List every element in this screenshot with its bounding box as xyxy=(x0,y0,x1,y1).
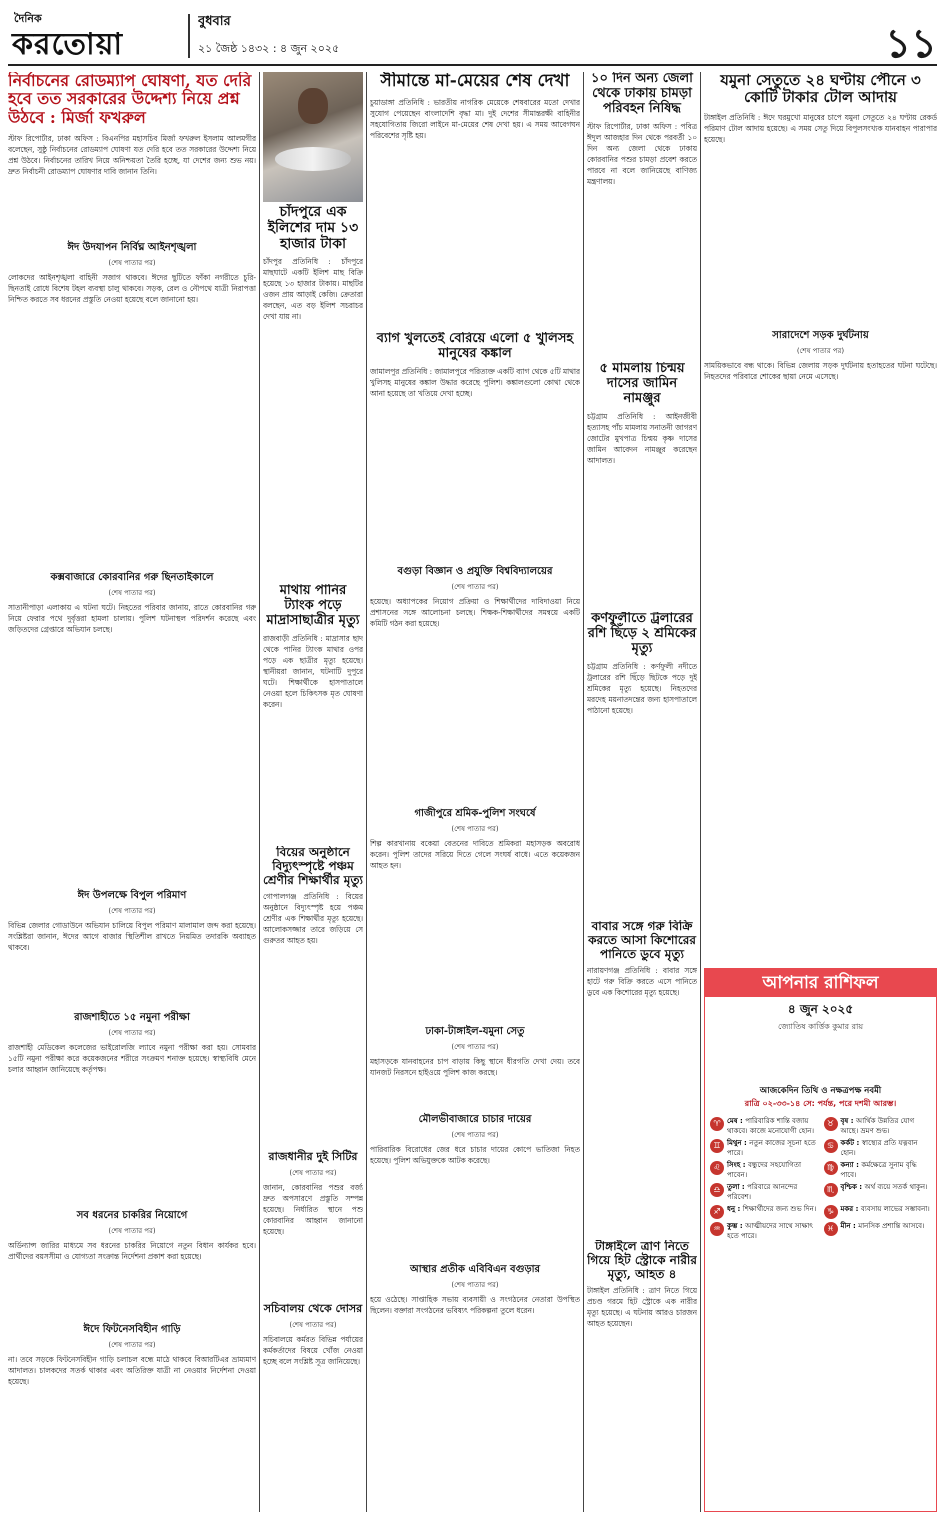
cont-rajdhani: (শেষ পাতার পর) xyxy=(289,1169,337,1177)
rashifal-sign xyxy=(710,1222,818,1241)
cont-bogura: (শেষ পাতার পর) xyxy=(451,583,499,591)
article-simante xyxy=(370,72,580,312)
body-karnaphuli: চট্টগ্রাম প্রতিনিধি : কর্ণফুলী নদীতে ট্রলারের রশি ছিঁড়ে ছিটকে পড়ে দুই শ্রমিকের মৃত্যু হয়েছে। নিহতদের মরদেহ ময়নাতদন্তের জন্য হাসপাতালে পাঠানো হয়েছে। xyxy=(587,661,697,715)
rashifal-today: আজকেদিন তিথি ও নক্ষত্রপক্ষ নবমী xyxy=(759,1086,882,1096)
rashifal-sign xyxy=(824,1222,932,1241)
rashifal-sign-name: বৃষ : xyxy=(840,1117,856,1125)
zodiac-icon: ♒ xyxy=(710,1222,724,1236)
masthead xyxy=(8,8,937,64)
article-kishore xyxy=(587,920,697,1220)
headline-simante: সীমান্তে মা-মেয়ের শেষ দেখা xyxy=(380,72,570,91)
body-jamuna: টাঙ্গাইল প্রতিনিধি : ঈদে ঘরমুখো মানুষের চাপে যমুনা সেতুতে ২৪ ঘণ্টায় রেকর্ড পরিমাণ টোল আদায় হয়েছে। এ সময় সেতু দিয়ে বিপুলসংখ্যক যানবাহন পারাপার হয়েছে। xyxy=(704,112,937,144)
body-abb: হয়ে ওঠেছে। সাপ্তাহিক সভায় ব্যবসায়ী ও সংগঠনের নেতারা উপস্থিত ছিলেন। বক্তারা সংগঠনের ভবিষ্যৎ পরিকল্পনা তুলে ধরেন। xyxy=(370,1295,580,1315)
hilsa-photo xyxy=(263,72,363,202)
article-sachivalay xyxy=(263,1300,363,1512)
issue-date: ২১ জৈষ্ঠ ১৪৩২ : ৪ জুন ২০২৫ xyxy=(198,42,340,55)
cont-eid-parimaan: (শেষ পাতার পর) xyxy=(108,907,156,915)
article-karnaphuli xyxy=(587,612,697,902)
rashifal-sign xyxy=(710,1117,818,1136)
headline-mirza: নির্বাচনের রোডম্যাপ ঘোষণা, যত দেরি হবে তত সরকারের উদ্দেশ্য নিয়ে প্রশ্ন উঠবে : মির্জা ফখরুল xyxy=(8,72,252,127)
zodiac-icon: ♐ xyxy=(710,1205,724,1219)
rashifal-sign xyxy=(824,1183,932,1202)
zodiac-icon: ♎ xyxy=(710,1183,724,1197)
zodiac-icon: ♉ xyxy=(824,1117,838,1131)
rashifal-sign xyxy=(824,1139,932,1158)
rashifal-date: ৪ জুন ২০২৫ xyxy=(787,1002,854,1016)
rashifal-sign-text: মীন : মানসিক প্রশান্তি আসবে। xyxy=(840,1222,925,1230)
article-eid-law xyxy=(8,240,256,570)
headline-qurbani: কক্সবাজারে কোরবানির গরু ছিনতাইকালে xyxy=(50,572,214,583)
article-bogura xyxy=(370,564,580,804)
rashifal-box xyxy=(704,968,937,1512)
article-hilsa xyxy=(263,204,363,584)
body-hilsa: চাঁদপুর প্রতিনিধি : চাঁদপুরে মাছঘাটে একটি ইলিশ মাছ বিক্রি হয়েছে ১৩ হাজার টাকায়। মাছটির ওজন প্রায় আড়াই কেজি। ক্রেতারা বলছেন, এত বড় ইলিশ সচরাচর দেখা যায় না। xyxy=(263,257,363,322)
logo-top-text: দৈনিক xyxy=(14,12,42,25)
zodiac-icon: ♌ xyxy=(710,1161,724,1175)
rashifal-sign xyxy=(710,1205,818,1219)
body-biye: গোপালগঞ্জ প্রতিনিধি : বিয়ের অনুষ্ঠানে বিদ্যুৎস্পৃষ্ট হয়ে পঞ্চম শ্রেণীর এক শিক্ষার্থীর মৃত্যু হয়েছে। আলোকসজ্জার তারে জড়িয়ে সে গুরুতর আহত হয়। xyxy=(263,892,363,946)
headline-gazipur: গাজীপুরে শ্রমিক-পুলিশ সংঘর্ষে xyxy=(414,808,536,819)
column-rule-1 xyxy=(259,72,260,1512)
headline-hilsa: চাঁদপুরে এক ইলিশের দাম ১৩ হাজার টাকা xyxy=(267,204,359,253)
body-rajshahi: রাজশাহী মেডিকেল কলেজের ভাইরোলজি ল্যাবে নমুনা পরীক্ষা করা হয়। সোমবার ১৫টি নমুনা পরীক্ষা করে কয়েকজনের শরীরে সংক্রমণ শনাক্ত হয়েছে। স্বাস্থ্যবিধি মেনে চলার আহ্বান জানিয়েছে কর্তৃপক্ষ। xyxy=(8,1043,256,1074)
column-rule-4 xyxy=(700,72,701,1512)
issue-day: বুধবার xyxy=(198,14,231,29)
body-sachivalay: সচিবালয়ে কর্মরত বিভিন্ন পর্যায়ের কর্মকর্তাদের বিষয়ে খোঁজ নেওয়া হচ্ছে বলে সংশ্লিষ্ট সূত্র জানিয়েছে। xyxy=(263,1335,363,1366)
headline-chamra: ১০ দিন অন্য জেলা থেকে ঢাকায় চামড়া পরিবহন নিষিদ্ধ xyxy=(591,72,693,116)
body-qurbani: সাতানীপাড়া এলাকায় এ ঘটনা ঘটে। নিহতের পরিবার জানায়, রাতে কোরবানির গরু নিয়ে ফেরার পথে দুর্বৃত্তরা হামলা চালায়। পুলিশ ঘটনাস্থল পরিদর্শন করেছে এবং জড়িতদের গ্রেপ্তারে অভিযান চলছে। xyxy=(8,603,256,634)
rashifal-sign-text: কর্কট : স্বাস্থ্যের প্রতি যত্নবান হোন। xyxy=(840,1139,918,1157)
body-eid-law: লোকদের আইনশৃঙ্খলা বাহিনী সজাগ থাকবে। ঈদের ছুটিতে ফাঁকা নগরীতে চুরি-ছিনতাই রোধে বিশেষ টহল ব্যবস্থা চালু থাকবে। সড়ক, রেল ও নৌপথে যাত্রী নিরাপত্তা নিশ্চিত করতে সব ধরনের প্রস্তুতি নেওয়া হয়েছে বলে জানানো হয়। xyxy=(8,273,256,304)
rashifal-sign-name: বৃশ্চিক : xyxy=(840,1183,865,1191)
zodiac-icon: ♋ xyxy=(824,1139,838,1153)
article-chamra xyxy=(587,72,697,362)
article-dhaka-tangail xyxy=(370,1024,580,1108)
cont-eid-law: (শেষ পাতার পর) xyxy=(108,259,156,267)
logo xyxy=(8,8,183,64)
headline-abb: আস্থার প্রতীক এবিবিএন বগুড়ার xyxy=(410,1264,540,1275)
zodiac-icon: ♓ xyxy=(824,1222,838,1236)
headline-chakri: সব ধরনের চাকরির নিয়োগে xyxy=(76,1210,188,1221)
rashifal-sign-text: বৃষ : আর্থিক উন্নতির যোগ আছে। ভ্রমণ শুভ। xyxy=(840,1117,915,1135)
article-chakri xyxy=(8,1208,256,1318)
article-tangail-tran xyxy=(587,1240,697,1512)
rashifal-sign-name: তুলা : xyxy=(727,1183,748,1191)
rashifal-title: আপনার রাশিফল xyxy=(705,969,936,997)
article-accident xyxy=(704,328,937,938)
column-rule-3 xyxy=(583,72,584,1512)
rashifal-sign xyxy=(710,1183,818,1202)
article-madrasa xyxy=(263,584,363,844)
column-rule-2 xyxy=(366,72,367,1512)
cont-sachivalay: (শেষ পাতার পর) xyxy=(289,1321,337,1329)
article-abb xyxy=(370,1262,580,1512)
article-fitness xyxy=(8,1322,256,1512)
zodiac-icon: ♈ xyxy=(710,1117,724,1131)
body-gazipur: শিল্প কারখানায় বকেয়া বেতনের দাবিতে শ্রমিকরা মহাসড়ক অবরোধ করেন। পুলিশ তাদের সরিয়ে দিতে গেলে সংঘর্ষ বাধে। এতে কয়েকজন আহত হন। xyxy=(370,839,580,870)
headline-accident: সারাদেশে সড়ক দুর্ঘটনায় xyxy=(772,330,869,341)
rashifal-sign-text: মিথুন : নতুন কাজের সূচনা হতে পারে। xyxy=(727,1139,816,1157)
headline-rajshahi: রাজশাহীতে ১৫ নমুনা পরীক্ষা xyxy=(74,1012,190,1023)
body-mirza: স্টাফ রিপোর্টার, ঢাকা অফিস : বিএনপির মহাসচিব মির্জা ফখরুল ইসলাম আলমগীর বলেছেন, সুষ্ঠু নির্বাচনের রোডম্যাপ ঘোষণা যত দেরি হবে তত সরকারের উদ্দেশ্য নিয়ে প্রশ্ন উঠবে। নির্বাচনের তারিখ নিয়ে অনিশ্চয়তা তৈরি হচ্ছে, যা দেশের জন্য শুভ নয়। দ্রুত নির্বাচনী রোডম্যাপ ঘোষণার দাবি জানান তিনি। xyxy=(8,134,256,177)
rashifal-sign-name: মেষ : xyxy=(727,1117,746,1125)
page-number: ১১ xyxy=(885,20,937,62)
headline-eid-parimaan: ঈদ উপলক্ষে বিপুল পরিমাণ xyxy=(77,890,187,901)
rashifal-time: রাত্রি ০২-৩৩-১৪ সে: পর্যন্ত, পরে দশমী আরম্ভ। xyxy=(744,1099,897,1108)
cont-chakri: (শেষ পাতার পর) xyxy=(108,1227,156,1235)
rashifal-sign-list xyxy=(705,1111,936,1244)
rashifal-sign-name: মীন : xyxy=(840,1222,859,1230)
body-fitness: না। তবে সড়কে ফিটনেসবিহীন গাড়ি চলাচল বন্ধে মাঠে থাকবে বিআরটিএর ভ্রাম্যমাণ আদালত। চালকদের সতর্ক থাকার এবং অতিরিক্ত যাত্রী না নেওয়ার নির্দেশনা দেওয়া হয়েছে। xyxy=(8,1355,256,1386)
body-tangail-tran: টাঙ্গাইল প্রতিনিধি : ত্রাণ নিতে গিয়ে প্রচণ্ড গরমে হিট স্ট্রোকে এক নারীর মৃত্যু হয়েছে। এ ঘটনায় আরও চারজন আহত হয়েছেন। xyxy=(587,1286,697,1329)
rashifal-sign-name: কর্কট : xyxy=(840,1139,862,1147)
rashifal-sign xyxy=(824,1161,932,1180)
zodiac-icon: ♏ xyxy=(824,1183,838,1197)
cont-accident: (শেষ পাতার পর) xyxy=(796,347,845,355)
body-simante: চুয়াডাঙ্গা প্রতিনিধি : ভারতীয় নাগরিক মেয়েকে শেষবারের মতো দেখার সুযোগ পেয়েছেন বাংলাদেশি বৃদ্ধা মা। দুই দেশের সীমান্তরক্ষী বাহিনীর সহযোগিতায় জিরো লাইনে মা-মেয়ের শেষ দেখা হয়। এ সময় আবেগঘন পরিবেশের সৃষ্টি হয়। xyxy=(370,97,580,140)
logo-main-text: করতোয়া xyxy=(12,27,124,62)
cont-qurbani: (শেষ পাতার পর) xyxy=(108,589,156,597)
rashifal-sign xyxy=(710,1161,818,1180)
article-gazipur xyxy=(370,806,580,1022)
rashifal-sign xyxy=(710,1139,818,1158)
body-moulvibazar: পারিবারিক বিরোধের জের ধরে চাচার দায়ের কোপে ভাতিজা নিহত হয়েছে। পুলিশ অভিযুক্তকে আটক করেছে। xyxy=(370,1145,580,1165)
rashifal-sign-text: তুলা : পরিবারে আনন্দের পরিবেশ। xyxy=(727,1183,798,1201)
headline-eid-law: ঈদ উদযাপন নির্বিঘ্ন আইনশৃঙ্খলা xyxy=(67,242,197,253)
rashifal-sign-text: কন্যা : কর্মক্ষেত্রে সুনাম বৃদ্ধি পাবে। xyxy=(840,1161,917,1179)
article-rajshahi xyxy=(8,1010,256,1170)
zodiac-icon: ♍ xyxy=(824,1161,838,1175)
cont-abb: (শেষ পাতার পর) xyxy=(451,1281,499,1289)
headline-dhaka-tangail: ঢাকা-টাঙ্গাইল-যমুনা সেতু xyxy=(425,1026,525,1037)
masthead-rule xyxy=(8,64,937,66)
body-dhaka-tangail: মহাসড়কে যানবাহনের চাপ বাড়ায় কিছু স্থানে ধীরগতি দেখা দেয়। তবে যানজট নিরসনে হাইওয়ে পুলিশ কাজ করছে। xyxy=(370,1057,580,1077)
headline-sachivalay: সচিবালয় থেকে দোসর xyxy=(263,1302,363,1315)
rashifal-sign-text: মেষ : পারিবারিক শান্তি বজায় থাকবে। কাজে মনোযোগী হোন। xyxy=(727,1117,814,1135)
rashifal-sign-text: কুম্ভ : আত্মীয়দের সাথে সাক্ষাৎ হতে পারে। xyxy=(727,1222,814,1240)
rashifal-sign-text: মকর : ব্যবসায় লাভের সম্ভাবনা। xyxy=(840,1205,930,1213)
article-biye xyxy=(263,846,363,1106)
body-bogura: হয়েছে। অধ্যাপকের নিয়োগ প্রক্রিয়া ও শিক্ষার্থীদের দাবিদাওয়া নিয়ে প্রশাসনের সঙ্গে আলোচনা চলছে। শিক্ষক-শিক্ষার্থীদের সমন্বয়ে একটি কমিটি গঠন করা হয়েছে। xyxy=(370,597,580,628)
headline-chinmoy: ৫ মামলায় চিন্ময় দাসের জামিন নামঞ্জুর xyxy=(599,362,685,406)
body-eid-parimaan: বিভিন্ন জেলার গোডাউনে অভিযান চালিয়ে বিপুল পরিমাণ মালামাল জব্দ করা হয়েছে। সংশ্লিষ্টরা জানান, ঈদের আগে বাজার স্থিতিশীল রাখতে নিয়মিত তদারকি অব্যাহত থাকবে। xyxy=(8,921,256,952)
article-bag xyxy=(370,332,580,562)
headline-biye: বিয়ের অনুষ্ঠানে বিদ্যুৎস্পৃষ্টে পঞ্চম শ্রেণীর শিক্ষার্থীর মৃত্যু xyxy=(263,846,363,887)
body-rajdhani: জানান, কোরবানির পশুর বর্জ্য দ্রুত অপসারণে প্রস্তুতি সম্পন্ন হয়েছে। নির্ধারিত স্থানে পশু কোরবানির আহ্বান জানানো হয়েছে। xyxy=(263,1183,363,1236)
article-qurbani xyxy=(8,570,256,760)
article-chinmoy xyxy=(587,362,697,612)
cont-moulvibazar: (শেষ পাতার পর) xyxy=(451,1131,499,1139)
headline-rajdhani: রাজধানীর দুই সিটির xyxy=(268,1150,358,1163)
body-bag: জামালপুর প্রতিনিধি : জামালপুরে পরিত্যক্ত একটি ব্যাগ থেকে ৫টি মাথার খুলিসহ মানুষের কঙ্কাল উদ্ধার করেছে পুলিশ। কঙ্কালগুলো কোথা থেকে আনা হয়েছে তা খতিয়ে দেখা হচ্ছে। xyxy=(370,366,580,398)
article-jamuna xyxy=(704,72,937,342)
body-accident: সাময়িকভাবে বন্ধ থাকে। বিভিন্ন জেলায় সড়ক দুর্ঘটনায় হতাহতের ঘটনা ঘটেছে। নিহতদের পরিবারে শোকের ছায়া নেমে এসেছে। xyxy=(704,361,937,381)
zodiac-icon: ♑ xyxy=(824,1205,838,1219)
rashifal-sign-name: কন্যা : xyxy=(840,1161,862,1169)
cont-fitness: (শেষ পাতার পর) xyxy=(108,1341,156,1349)
body-chinmoy: চট্টগ্রাম প্রতিনিধি : আইনজীবী হত্যাসহ পাঁচ মামলায় সনাতনী জাগরণ জোটের মুখপাত্র চিন্ময় কৃষ্ণ দাসের জামিন আবেদন নামঞ্জুর করেছেন আদালত। xyxy=(587,411,697,465)
body-chamra: স্টাফ রিপোর্টার, ঢাকা অফিস : পবিত্র ঈদুল আজহার দিন থেকে পরবর্তী ১০ দিন অন্য জেলা থেকে ঢাকায় কোরবানির পশুর চামড়া প্রবেশ করতে পারবে না বলে জানিয়েছে বাণিজ্য মন্ত্রণালয়। xyxy=(587,121,697,186)
headline-kishore: বাবার সঙ্গে গরু বিক্রি করতে আসা কিশোরের পানিতে ডুবে মৃত্যু xyxy=(588,920,696,961)
article-moulvibazar xyxy=(370,1112,580,1232)
headline-jamuna: যমুনা সেতুতে ২৪ ঘণ্টায় পৌনে ৩ কোটি টাকার টোল আদায় xyxy=(720,72,921,107)
rashifal-sign-name: মকর : xyxy=(840,1205,861,1213)
headline-madrasa: মাথায় পানির ট্যাংক পড়ে মাদ্রাসাছাত্রীর মৃত্যু xyxy=(266,584,360,628)
article-rajdhani xyxy=(263,1148,363,1298)
headline-tangail-tran: টাঙ্গাইলে ত্রাণ নিতে গিয়ে হিট স্ট্রোকে নারীর মৃত্যু, আহত ৪ xyxy=(587,1240,697,1281)
zodiac-icon: ♊ xyxy=(710,1139,724,1153)
rashifal-sign-name: সিংহ : xyxy=(727,1161,748,1169)
rashifal-sign-name: মিথুন : xyxy=(727,1139,750,1147)
rashifal-sign-name: কুম্ভ : xyxy=(727,1222,746,1230)
rashifal-sign-text: বৃশ্চিক : অর্থ ব্যয়ে সতর্ক থাকুন। xyxy=(840,1183,928,1191)
cont-gazipur: (শেষ পাতার পর) xyxy=(451,825,499,833)
headline-fitness: ঈদে ফিটনেসবিহীন গাড়ি xyxy=(83,1324,181,1335)
article-eid-parimaan xyxy=(8,888,256,988)
headline-moulvibazar: মৌলভীবাজারে চাচার দায়ের xyxy=(418,1114,532,1125)
headline-karnaphuli: কর্ণফুলীতে ট্রলারের রশি ছিঁড়ে ২ শ্রমিকের মৃত্যু xyxy=(587,612,697,656)
rashifal-sign xyxy=(824,1205,932,1219)
rashifal-sign xyxy=(824,1117,932,1136)
body-chakri: অর্ডিন্যান্স জারির মাধ্যমে সব ধরনের চাকরির নিয়োগে নতুন বিধান কার্যকর হবে। প্রার্থীদের বয়সসীমা ও যোগ্যতা সংক্রান্ত নির্দেশনা প্রকাশ করা হয়েছে। xyxy=(8,1241,256,1261)
masthead-divider xyxy=(188,14,190,58)
rashifal-sign-text: সিংহ : বন্ধুদের সহযোগিতা পাবেন। xyxy=(727,1161,802,1179)
body-madrasa: রাজবাড়ী প্রতিনিধি : মাদ্রাসার ছাদ থেকে পানির ট্যাংক মাথার ওপর পড়ে এক ছাত্রীর মৃত্যু হয়েছে। স্থানীয়রা জানান, ঘটনাটি দুপুরে ঘটে। শিক্ষার্থীকে হাসপাতালে নেওয়া হলে চিকিৎসক মৃত ঘোষণা করেন। xyxy=(263,633,363,709)
headline-bogura: বগুড়া বিজ্ঞান ও প্রযুক্তি বিশ্ববিদ্যালয়ের xyxy=(397,566,553,577)
rashifal-author: জ্যোতিষ কার্ত্তিক কুমার রায় xyxy=(777,1022,864,1031)
cont-rajshahi: (শেষ পাতার পর) xyxy=(108,1029,156,1037)
body-kishore: নারায়ণগঞ্জ প্রতিনিধি : বাবার সঙ্গে হাটে গরু বিক্রি করতে এসে পানিতে ডুবে এক কিশোরের মৃত্যু হয়েছে। xyxy=(587,966,697,998)
rashifal-sign-text: ধনু : শিক্ষার্থীদের জন্য শুভ দিন। xyxy=(727,1205,817,1213)
rashifal-sign-name: ধনু : xyxy=(727,1205,743,1213)
headline-bag: ব্যাগ খুলতেই বেরিয়ে এলো ৫ খুলিসহ মানুষের কঙ্কাল xyxy=(376,332,574,361)
cont-dhaka-tangail: (শেষ পাতার পর) xyxy=(451,1043,499,1051)
